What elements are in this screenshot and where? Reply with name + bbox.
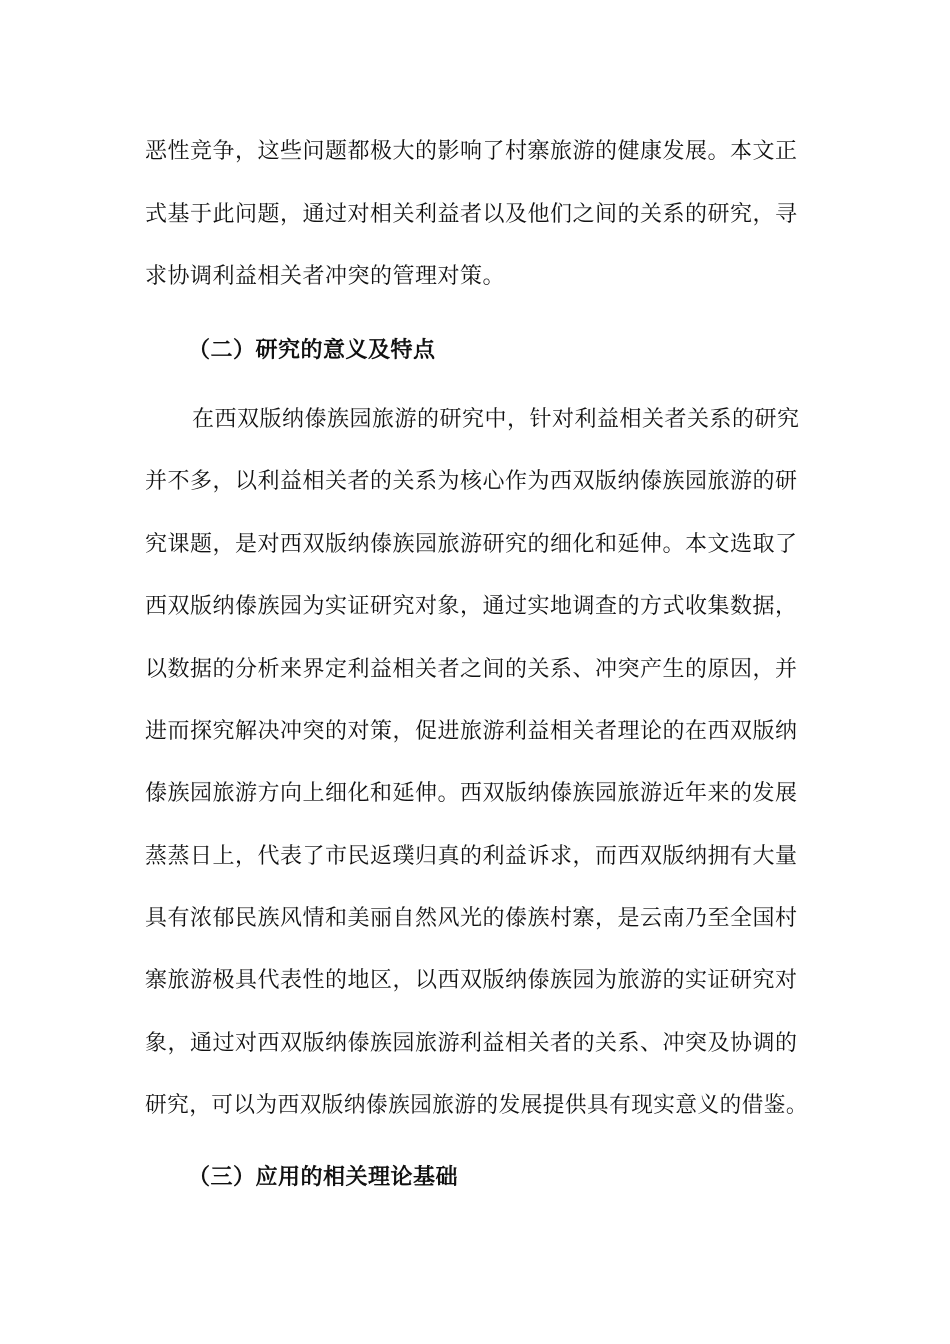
- paragraph-2-line-10: 寨旅游极具代表性的地区，以西双版纳傣族园为旅游的实证研究对: [145, 968, 798, 993]
- paragraph-2-line-8: 蒸蒸日上，代表了市民返璞归真的利益诉求，而西双版纳拥有大量: [145, 844, 798, 869]
- paragraph-2-line-12: 研究，可以为西双版纳傣族园旅游的发展提供具有现实意义的借鉴。: [145, 1093, 809, 1118]
- paragraph-2-line-6: 进而探究解决冲突的对策，促进旅游利益相关者理论的在西双版纳: [145, 719, 798, 744]
- section-heading-3: （三）应用的相关理论基础: [188, 1164, 459, 1190]
- paragraph-2-line-7: 傣族园旅游方向上细化和延伸。西双版纳傣族园旅游近年来的发展: [145, 781, 798, 806]
- paragraph-1-line-3: 求协调利益相关者冲突的管理对策。: [145, 264, 506, 289]
- paragraph-2-line-5: 以数据的分析来界定利益相关者之间的关系、冲突产生的原因，并: [145, 657, 798, 682]
- paragraph-2-line-1: 在西双版纳傣族园旅游的研究中，针对利益相关者关系的研究: [192, 407, 800, 432]
- paragraph-2-line-4: 西双版纳傣族园为实证研究对象，通过实地调查的方式收集数据，: [145, 594, 798, 619]
- paragraph-2-line-11: 象，通过对西双版纳傣族园旅游利益相关者的关系、冲突及协调的: [145, 1031, 798, 1056]
- paragraph-2-line-2: 并不多，以利益相关者的关系为核心作为西双版纳傣族园旅游的研: [145, 469, 798, 494]
- paragraph-2-line-3: 究课题，是对西双版纳傣族园旅游研究的细化和延伸。本文选取了: [145, 532, 798, 557]
- section-heading-2: （二）研究的意义及特点: [188, 337, 436, 363]
- paragraph-2-line-9: 具有浓郁民族风情和美丽自然风光的傣族村寨，是云南乃至全国村: [145, 906, 798, 931]
- paragraph-1-line-2: 式基于此问题，通过对相关利益者以及他们之间的关系的研究，寻: [145, 202, 798, 227]
- paragraph-1-line-1: 恶性竞争，这些问题都极大的影响了村寨旅游的健康发展。本文正: [145, 139, 798, 164]
